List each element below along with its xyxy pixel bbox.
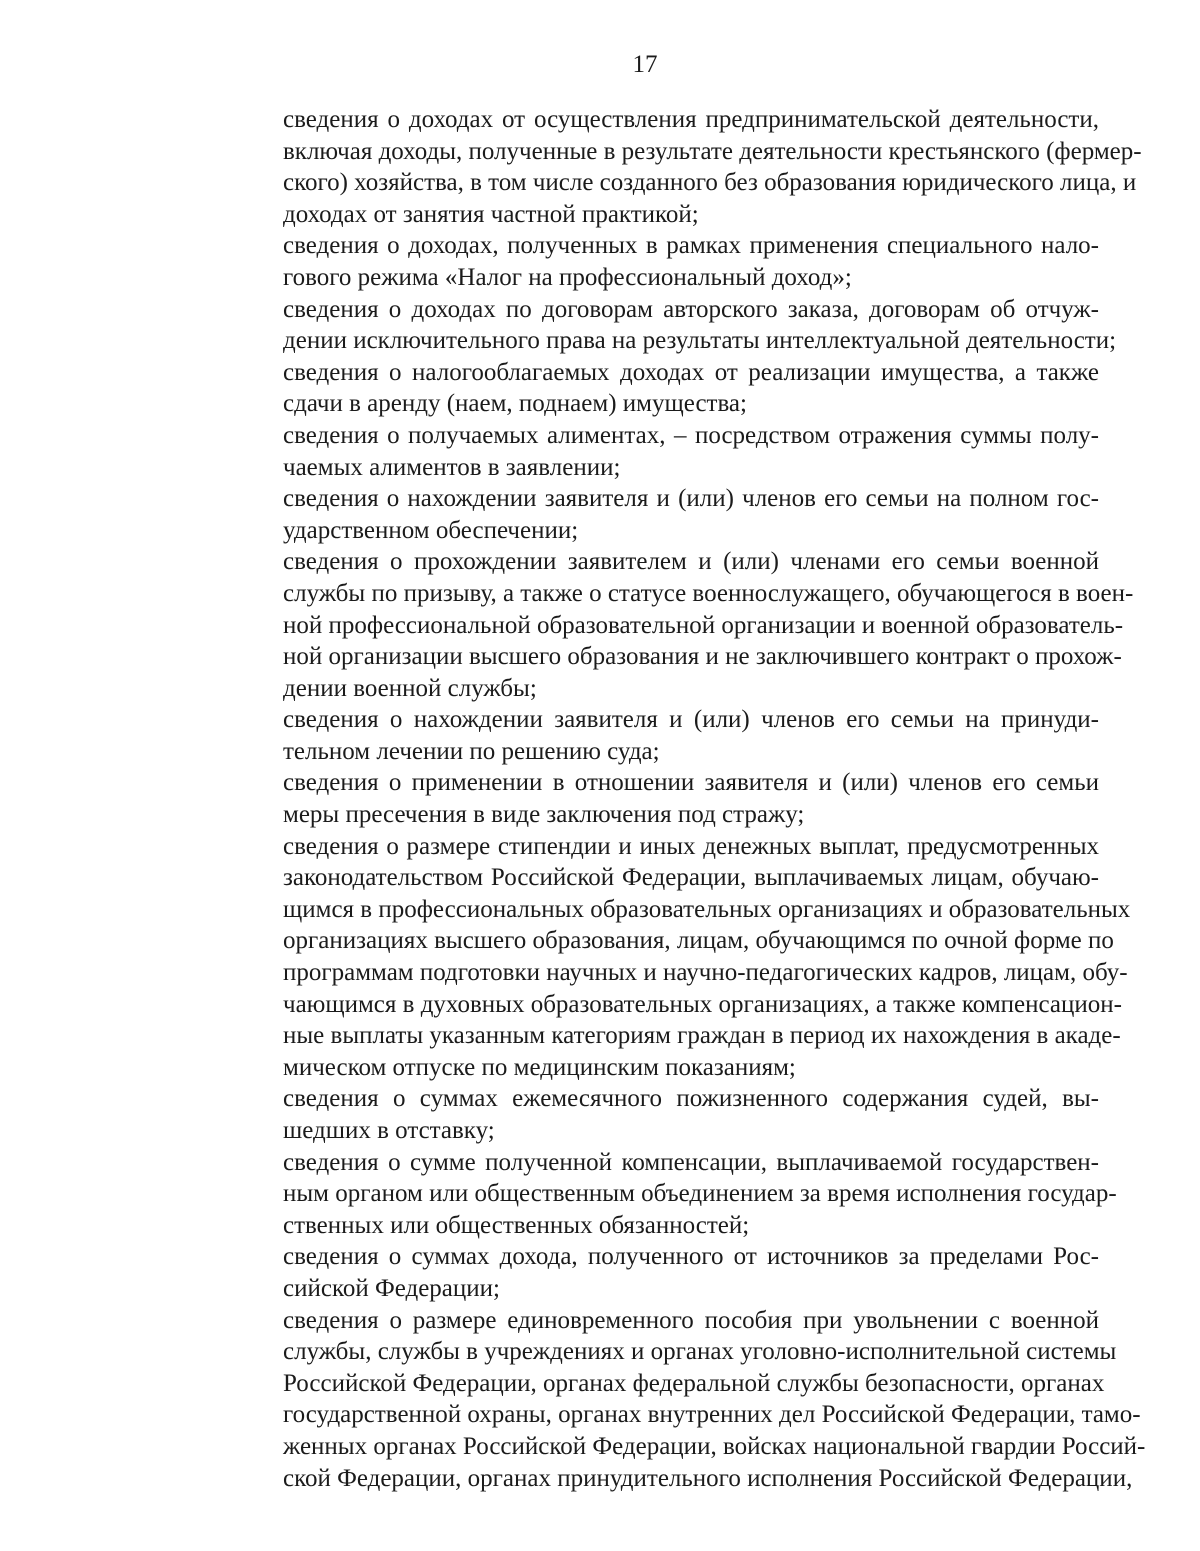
paragraph bbox=[215, 420, 1099, 483]
text-line: службы, службы в учреждениях и органах уголовно-исполнительной системы bbox=[283, 1338, 1117, 1366]
paragraph bbox=[215, 1305, 1146, 1495]
text-line: включая доходы, полученные в результате деятельности крестьянского (фермер- bbox=[283, 137, 1142, 165]
paragraph bbox=[215, 1083, 1099, 1146]
text-line: сведения о получаемых алиментах, – посредством отражения суммы полу- bbox=[283, 421, 1099, 449]
text-line: шедших в отставку; bbox=[283, 1117, 495, 1144]
text-line: щимся в профессиональных образовательных организациях и образовательных bbox=[283, 895, 1131, 923]
text-line: сведения о доходах, полученных в рамках применения специального нало- bbox=[283, 232, 1099, 260]
text-line: мическом отпуске по медицинским показаниям; bbox=[283, 1053, 796, 1081]
text-line: чаемых алиментов в заявлении; bbox=[283, 453, 621, 481]
text-line: Российской Федерации, органах федеральной службы безопасности, органах bbox=[283, 1369, 1105, 1397]
text-line: сведения о применении в отношении заявителя и (или) членов его семьи bbox=[283, 769, 1099, 797]
paragraph bbox=[215, 767, 1099, 830]
text-line: дении военной службы; bbox=[283, 674, 537, 702]
text-line: сведения о суммах ежемесячного пожизненного содержания судей, вы- bbox=[283, 1085, 1099, 1113]
text-line: службы по призыву, а также о статусе военнослужащего, обучающегося в воен- bbox=[283, 579, 1134, 607]
text-line: ным органом или общественным объединением за время исполнения государ- bbox=[283, 1180, 1117, 1208]
text-line: сведения о суммах дохода, полученного от источников за пределами Рос- bbox=[283, 1243, 1099, 1271]
text-line: женных органах Российской Федерации, войсках национальной гвардии Россий- bbox=[283, 1432, 1146, 1460]
text-line: сведения о доходах от осуществления предпринимательской деятельности, bbox=[283, 106, 1099, 133]
text-line: сведения о размере стипендии и иных денежных выплат, предусмотренных bbox=[283, 832, 1099, 860]
document-body bbox=[215, 104, 1146, 1494]
text-line: ной профессиональной образовательной организации и военной образователь- bbox=[283, 611, 1124, 639]
text-line: ударственном обеспечении; bbox=[283, 516, 579, 544]
text-line: доходах от занятия частной практикой; bbox=[283, 200, 699, 228]
paragraph bbox=[215, 546, 1134, 704]
text-line: сийской Федерации; bbox=[283, 1274, 500, 1302]
text-line: гового режима «Налог на профессиональный доход»; bbox=[283, 263, 852, 291]
text-line: государственной охраны, органах внутренних дел Российской Федерации, тамо- bbox=[283, 1401, 1141, 1429]
text-line: сведения о размере единовременного пособия при увольнении с военной bbox=[283, 1306, 1099, 1334]
text-line: сведения о сумме полученной компенсации, выплачиваемой государствен- bbox=[283, 1148, 1099, 1176]
paragraph bbox=[215, 831, 1131, 1084]
text-line: сведения о налогооблагаемых доходах от реализации имущества, а также bbox=[283, 358, 1099, 386]
text-line: законодательством Российской Федерации, выплачиваемых лицам, обучаю- bbox=[283, 864, 1099, 892]
paragraph bbox=[215, 1147, 1117, 1242]
text-line: сведения о доходах по договорам авторского заказа, договорам об отчуж- bbox=[283, 295, 1099, 323]
text-line: сдачи в аренду (наем, поднаем) имущества; bbox=[283, 390, 747, 418]
text-line: тельном лечении по решению суда; bbox=[283, 737, 660, 765]
text-line: ского) хозяйства, в том числе созданного без образования юридического лица, и bbox=[283, 169, 1137, 197]
paragraph bbox=[215, 483, 1099, 546]
text-line: сведения о нахождении заявителя и (или) членов его семьи на полном гос- bbox=[283, 485, 1099, 513]
paragraph bbox=[215, 294, 1117, 357]
text-line: программам подготовки научных и научно-педагогических кадров, лицам, обу- bbox=[283, 959, 1128, 987]
page-number: 17 bbox=[632, 51, 658, 78]
text-line: сведения о прохождении заявителем и (или) членами его семьи военной bbox=[283, 548, 1099, 576]
paragraph bbox=[215, 1241, 1099, 1304]
text-line: ской Федерации, органах принудительного исполнения Российской Федерации, bbox=[283, 1464, 1133, 1492]
text-line: ные выплаты указанным категориям граждан в период их нахождения в акаде- bbox=[283, 1022, 1121, 1050]
text-line: меры пресечения в виде заключения под стражу; bbox=[283, 801, 805, 829]
text-line: дении исключительного права на результаты интеллектуальной деятельности; bbox=[283, 327, 1117, 355]
text-line: чающимся в духовных образовательных организациях, а также компенсацион- bbox=[283, 990, 1122, 1018]
paragraph bbox=[215, 704, 1099, 767]
text-line: ной организации высшего образования и не заключившего контракт о прохож- bbox=[283, 643, 1122, 671]
paragraph bbox=[215, 230, 1099, 293]
text-line: ственных или общественных обязанностей; bbox=[283, 1211, 750, 1239]
text-line: организациях высшего образования, лицам, обучающимся по очной форме по bbox=[283, 927, 1114, 955]
paragraph bbox=[215, 104, 1142, 230]
paragraph bbox=[215, 357, 1099, 420]
text-line: сведения о нахождении заявителя и (или) членов его семьи на принуди- bbox=[283, 706, 1099, 734]
